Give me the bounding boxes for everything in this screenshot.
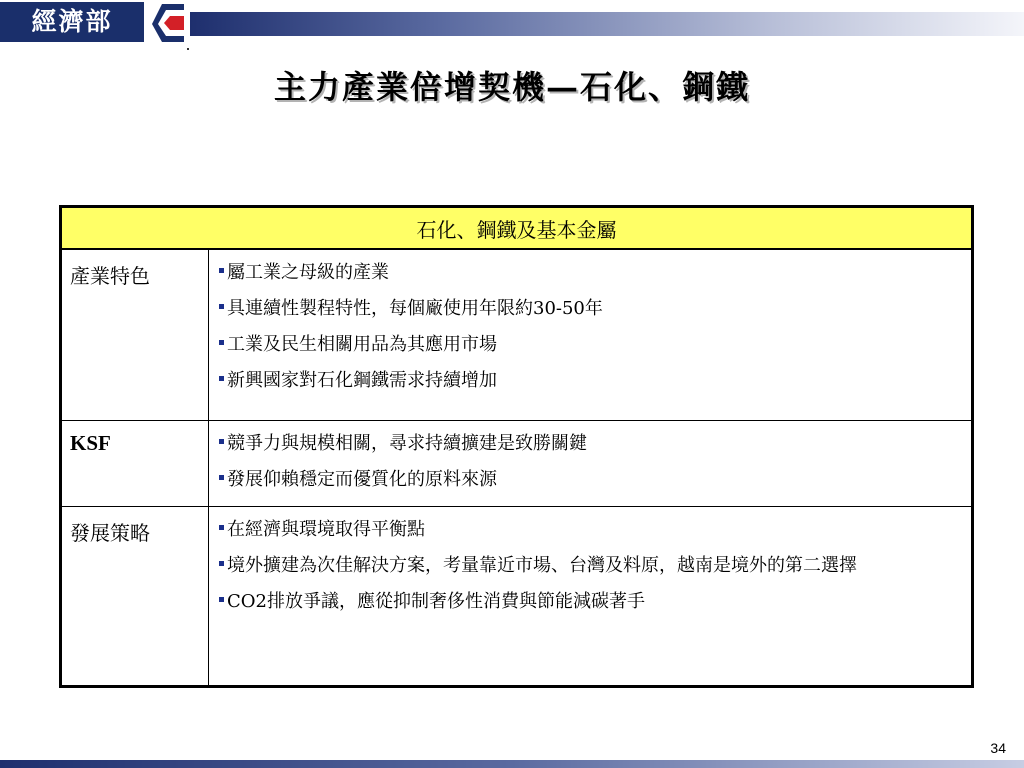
bullet-icon (219, 475, 224, 480)
bullet-icon (219, 340, 224, 345)
list-item: 具連續性製程特性，每個廠使用年限約30-50年 (219, 294, 965, 324)
list-item: CO2排放爭議，應從抑制奢侈性消費與節能減碳著手 (219, 587, 965, 617)
table-row (61, 421, 973, 507)
list-item: 屬工業之母級的產業 (219, 258, 965, 288)
bullet-icon (219, 268, 224, 273)
logo-text: 經濟部 (0, 2, 144, 42)
footer-gradient-bar (0, 760, 1024, 768)
bullet-icon (219, 304, 224, 309)
row-label-characteristics: 產業特色 (61, 249, 209, 421)
bullet-icon (219, 561, 224, 566)
list-item: 境外擴建為次佳解決方案，考量靠近市場、台灣及料原，越南是境外的第二選擇 (219, 551, 965, 581)
table-row (61, 249, 973, 421)
row-content-strategy (209, 507, 973, 687)
bullet-icon (219, 597, 224, 602)
header-divider-dot (187, 48, 189, 50)
industry-table (59, 205, 974, 688)
page-number: 34 (990, 740, 1006, 756)
bullet-icon (219, 525, 224, 530)
page-title: 主力產業倍增契機—石化、鋼鐵 (273, 68, 750, 106)
row-content-characteristics (209, 249, 973, 421)
row-label-strategy: 發展策略 (61, 507, 209, 687)
list-item: 競爭力與規模相關，尋求持續擴建是致勝關鍵 (219, 429, 965, 459)
list-item: 在經濟與環境取得平衡點 (219, 515, 965, 545)
table-row (61, 507, 973, 687)
bullet-icon (219, 376, 224, 381)
list-item: 新興國家對石化鋼鐵需求持續增加 (219, 366, 965, 396)
row-content-ksf (209, 421, 973, 507)
logo-emblem-icon (140, 0, 188, 46)
row-label-ksf: KSF (61, 421, 209, 507)
bullet-icon (219, 439, 224, 444)
table-header: 石化、鋼鐵及基本金屬 (61, 207, 973, 250)
list-item: 工業及民生相關用品為其應用市場 (219, 330, 965, 360)
list-item: 發展仰賴穩定而優質化的原料來源 (219, 465, 965, 495)
header-gradient-bar (190, 12, 1024, 36)
ministry-logo (0, 0, 188, 46)
